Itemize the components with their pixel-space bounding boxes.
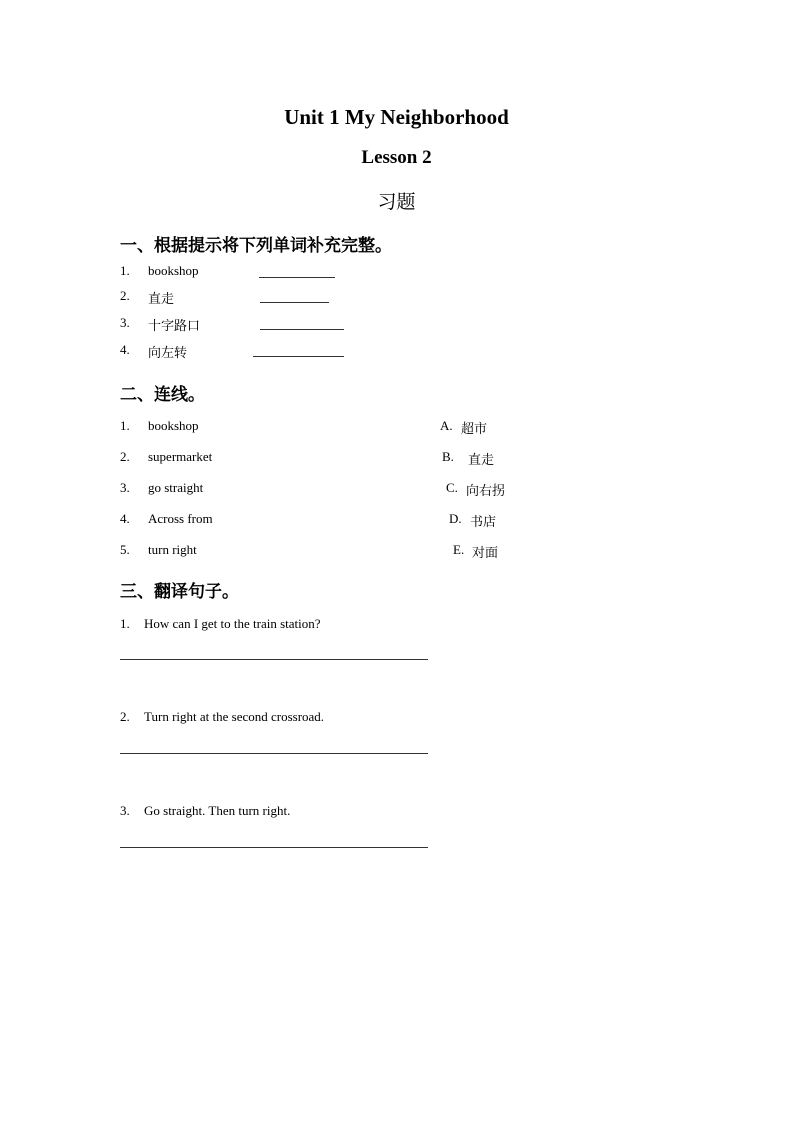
s2-right-b-text[interactable]: 直走 bbox=[468, 452, 495, 467]
s1-item-1-blank[interactable] bbox=[259, 277, 335, 278]
s2-left-4-text[interactable]: Across from bbox=[148, 511, 213, 526]
section1-heading: 一、根据提示将下列单词补充完整。 bbox=[120, 236, 392, 256]
section2-heading: 二、连线。 bbox=[120, 385, 205, 405]
s1-item-1-text: bookshop bbox=[148, 263, 199, 278]
s1-item-1-num: 1. bbox=[120, 263, 130, 278]
s2-right-e-text[interactable]: 对面 bbox=[472, 545, 499, 560]
s2-right-b-letter: B. bbox=[442, 449, 454, 464]
s3-item-2-answer-line[interactable] bbox=[120, 753, 428, 754]
s1-item-4-text: 向左转 bbox=[148, 345, 188, 360]
s1-item-2-blank[interactable] bbox=[260, 302, 329, 303]
s2-right-a-text[interactable]: 超市 bbox=[461, 421, 488, 436]
s3-item-2-num: 2. bbox=[120, 709, 130, 724]
s2-right-c-letter: C. bbox=[446, 480, 458, 495]
exercise-title: 习题 bbox=[377, 191, 416, 213]
s1-item-2-text: 直走 bbox=[148, 291, 175, 306]
s3-item-2-text: Turn right at the second crossroad. bbox=[144, 709, 325, 724]
section3-heading: 三、翻译句子。 bbox=[120, 582, 239, 602]
s3-item-3-answer-line[interactable] bbox=[120, 847, 428, 848]
s2-left-1-num: 1. bbox=[120, 418, 130, 433]
lesson-title: Lesson 2 bbox=[361, 147, 432, 168]
s2-left-5-num: 5. bbox=[120, 542, 130, 557]
s2-left-1-text[interactable]: bookshop bbox=[148, 418, 199, 433]
s2-right-a-letter: A. bbox=[440, 418, 453, 433]
s2-right-d-text[interactable]: 书店 bbox=[470, 514, 497, 529]
s3-item-3-num: 3. bbox=[120, 803, 130, 818]
s2-left-3-text[interactable]: go straight bbox=[148, 480, 204, 495]
s2-left-3-num: 3. bbox=[120, 480, 130, 495]
s2-right-c-text[interactable]: 向右拐 bbox=[466, 483, 506, 498]
s2-left-4-num: 4. bbox=[120, 511, 130, 526]
s3-item-3-text: Go straight. Then turn right. bbox=[144, 803, 291, 818]
page-title: Unit 1 My Neighborhood bbox=[284, 105, 509, 129]
s1-item-2-num: 2. bbox=[120, 288, 130, 303]
s1-item-3-blank[interactable] bbox=[260, 329, 344, 330]
s2-left-5-text[interactable]: turn right bbox=[148, 542, 197, 557]
s3-item-1-text: How can I get to the train station? bbox=[144, 616, 321, 631]
s1-item-4-blank[interactable] bbox=[253, 356, 344, 357]
s1-item-4-num: 4. bbox=[120, 342, 130, 357]
s2-left-2-num: 2. bbox=[120, 449, 130, 464]
s2-right-e-letter: E. bbox=[453, 542, 465, 557]
s1-item-3-num: 3. bbox=[120, 315, 130, 330]
s3-item-1-num: 1. bbox=[120, 616, 130, 631]
s2-left-2-text[interactable]: supermarket bbox=[148, 449, 213, 464]
s3-item-1-answer-line[interactable] bbox=[120, 659, 428, 660]
s2-right-d-letter: D. bbox=[449, 511, 462, 526]
s1-item-3-text: 十字路口 bbox=[148, 318, 201, 333]
